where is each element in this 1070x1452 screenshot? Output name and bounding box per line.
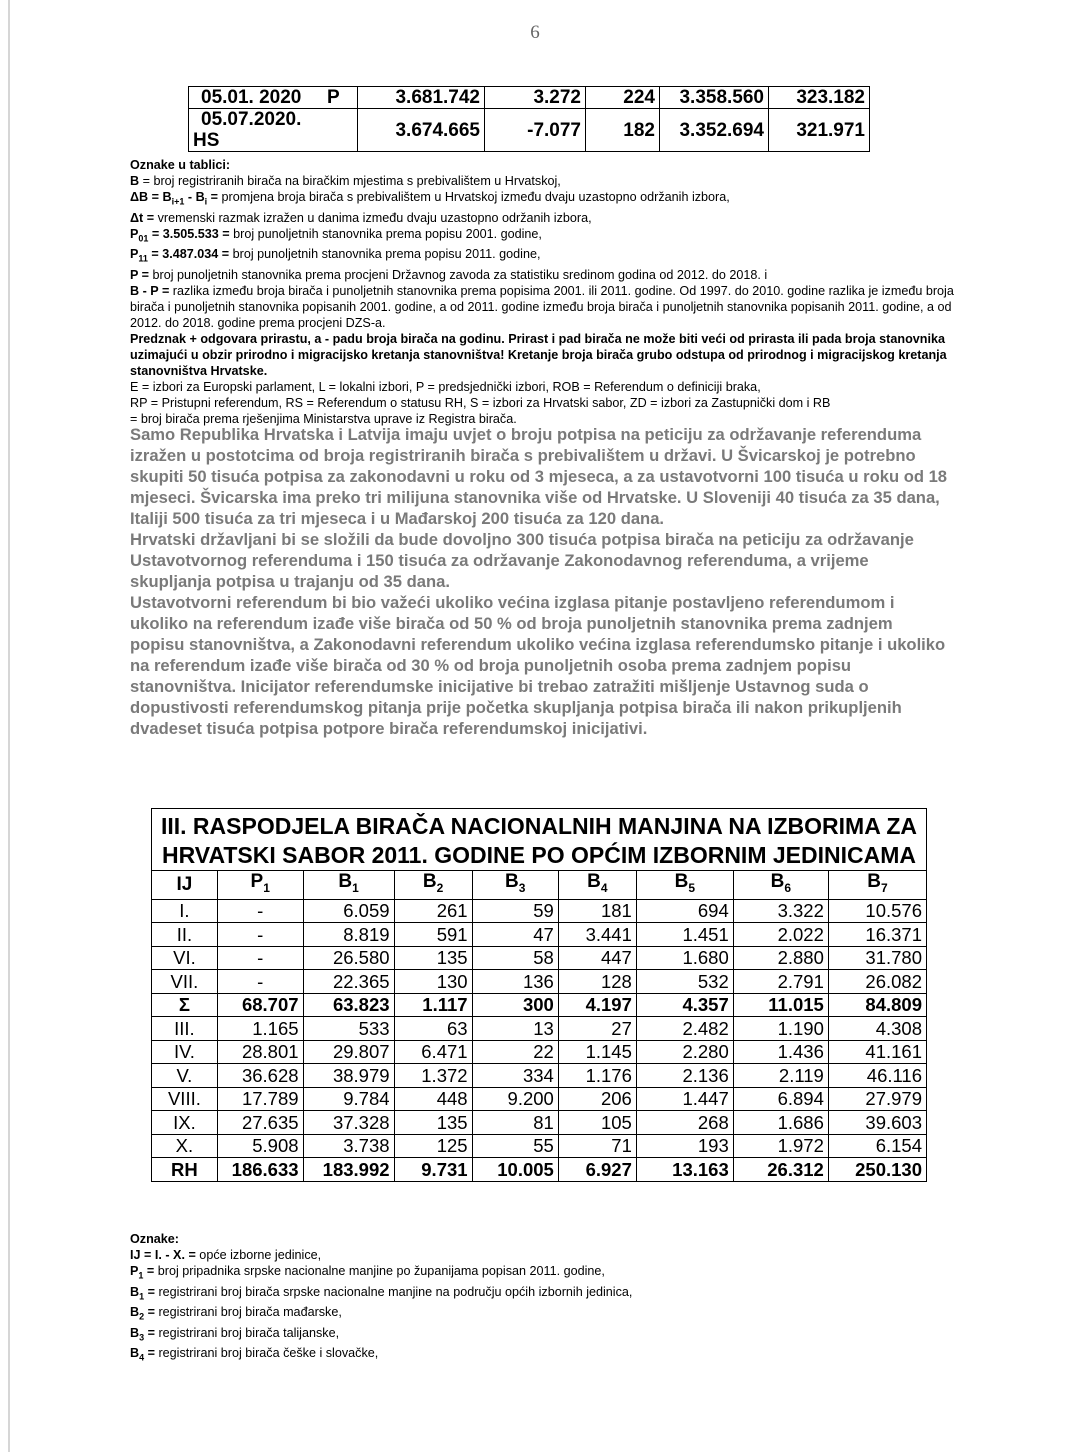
table-cell: 300	[472, 993, 558, 1017]
table-cell-date: 05.07.2020.HS	[189, 109, 358, 152]
table-cell: 3.441	[558, 923, 636, 947]
table-cell: 3.358.560	[660, 87, 769, 109]
table-cell: 186.633	[217, 1158, 303, 1182]
table-cell: 181	[558, 899, 636, 923]
table-title-row	[152, 809, 927, 871]
table-cell: 2.791	[733, 970, 828, 994]
column-header: $B_5$	[636, 871, 733, 900]
table-cell: 6.471	[394, 1040, 472, 1064]
legend-line: $P_{01} = 3.505.533$ = broj punoljetnih stanovnika prema popisu 2001. godine,	[130, 226, 542, 244]
table-cell: 448	[394, 1087, 472, 1111]
table-cell: 26.580	[303, 946, 394, 970]
table-cell: 27	[558, 1017, 636, 1041]
table-cell: 68.707	[217, 993, 303, 1017]
table-cell: 1.436	[733, 1040, 828, 1064]
referendum-commentary	[130, 424, 950, 739]
table-cell: 183.992	[303, 1158, 394, 1182]
row-label-cell: RH	[152, 1158, 218, 1182]
table-cell: 125	[394, 1134, 472, 1158]
table-cell: 4.308	[828, 1017, 926, 1041]
table-cell: 4.357	[636, 993, 733, 1017]
table-cell: 63.823	[303, 993, 394, 1017]
legend-abbrev: RP = Pristupni referendum, RS = Referendum o statusu RH, S = izbori za Hrvatski sabor, ZD = izbori za Zastupnički dom i RB	[130, 395, 831, 410]
table-cell: 11.015	[733, 993, 828, 1017]
table-cell: 128	[558, 970, 636, 994]
legend-line: P = broj punoljetnih stanovnika prema procjeni Državnog zavoda za statistiku sredinom godina od 2012. do 2018. i	[130, 267, 768, 282]
table-row	[152, 1111, 927, 1135]
table-cell: 533	[303, 1017, 394, 1041]
table-cell: 1.972	[733, 1134, 828, 1158]
table-cell-date: 05.01. 2020 P	[189, 87, 358, 109]
row-label-cell: IX.	[152, 1111, 218, 1135]
table-cell: 136	[472, 970, 558, 994]
table-cell: 17.789	[217, 1087, 303, 1111]
table-cell: -7.077	[485, 109, 586, 152]
table-cell: -	[217, 923, 303, 947]
column-header: $B_1$	[303, 871, 394, 900]
table-cell: 3.674.665	[358, 109, 485, 152]
table-cell: 10.576	[828, 899, 926, 923]
table-cell: 81	[472, 1111, 558, 1135]
table-row	[152, 923, 927, 947]
table-cell: 27.635	[217, 1111, 303, 1135]
table-cell: 268	[636, 1111, 733, 1135]
table-row	[152, 993, 927, 1017]
table-cell: 694	[636, 899, 733, 923]
table-cell: 13.163	[636, 1158, 733, 1182]
elections-table	[188, 86, 870, 152]
table-row	[152, 1040, 927, 1064]
table-row	[189, 87, 870, 109]
column-header: $B_4$	[558, 871, 636, 900]
legend-line: $P_1$ = broj pripadnika srpske nacionalne manjine po županijama popisan 2011. godine,	[130, 1264, 605, 1281]
table-cell: 1.680	[636, 946, 733, 970]
row-label-cell: V.	[152, 1064, 218, 1088]
table-legend	[130, 157, 960, 427]
table-cell: 71	[558, 1134, 636, 1158]
table-cell: 130	[394, 970, 472, 994]
row-label-cell: Σ	[152, 993, 218, 1017]
table-cell: 1.190	[733, 1017, 828, 1041]
legend-line: Δt = vremenski razmak izražen u danima između dvaju uzastopno održanih izbora,	[130, 210, 592, 225]
table-row	[152, 1017, 927, 1041]
row-label-cell: VI.	[152, 946, 218, 970]
table-cell: 55	[472, 1134, 558, 1158]
column-header: $B_6$	[733, 871, 828, 900]
table-cell: 323.182	[769, 87, 870, 109]
table-cell: -	[217, 970, 303, 994]
table-cell: 63	[394, 1017, 472, 1041]
row-label-cell: VII.	[152, 970, 218, 994]
table-cell: 9.731	[394, 1158, 472, 1182]
table-title: III. RASPODJELA BIRAČA NACIONALNIH MANJINA NA IZBORIMA ZA HRVATSKI SABOR 2011. GODINE PO OPĆIM IZBORNIM JEDINICAMA	[152, 809, 927, 871]
table-cell: 37.328	[303, 1111, 394, 1135]
table-cell: 105	[558, 1111, 636, 1135]
table-cell: 9.200	[472, 1087, 558, 1111]
table-cell: 6.894	[733, 1087, 828, 1111]
table-cell: 447	[558, 946, 636, 970]
row-label-cell: I.	[152, 899, 218, 923]
table-cell: -	[217, 946, 303, 970]
table-cell: 1.176	[558, 1064, 636, 1088]
legend-heading: Oznake u tablici:	[130, 158, 231, 172]
table-cell: 41.161	[828, 1040, 926, 1064]
table-cell: 59	[472, 899, 558, 923]
column-header: $B_7$	[828, 871, 926, 900]
table-cell: 532	[636, 970, 733, 994]
table-cell: 321.971	[769, 109, 870, 152]
row-label-cell: VIII.	[152, 1087, 218, 1111]
table-cell: 1.165	[217, 1017, 303, 1041]
legend-line: $P_{11} = 3.487.034$ = broj punoljetnih stanovnika prema popisu 2011. godine,	[130, 247, 541, 264]
paragraph: Hrvatski državljani bi se složili da bude dovoljno 300 tisuća potpisa birača na peticiju za održavanje Ustavotvornog referenduma i 150 tisuća za održavanje Zakonodavnog referenduma, a vrijeme skupljanja potpisa u trajanju od 35 dana.	[130, 530, 914, 591]
legend-abbrev: E = izbori za Europski parlament, L = lokalni izbori, P = predsjednički izbori, ROB = Referendum o definiciji braka,	[130, 379, 761, 394]
table-cell: 26.082	[828, 970, 926, 994]
table-row	[152, 899, 927, 923]
table-cell: 3.272	[485, 87, 586, 109]
row-label-cell: III.	[152, 1017, 218, 1041]
table-cell: 1.145	[558, 1040, 636, 1064]
table-cell: 224	[586, 87, 660, 109]
legend-heading: Oznake:	[130, 1232, 179, 1246]
table-cell: 1.451	[636, 923, 733, 947]
row-label-cell: X.	[152, 1134, 218, 1158]
table-cell: 206	[558, 1087, 636, 1111]
legend-line: $B_3$ = registrirani broj birača talijanske,	[130, 1325, 340, 1343]
table-cell: 47	[472, 923, 558, 947]
table-cell: 182	[586, 109, 660, 152]
table-cell: 8.819	[303, 923, 394, 947]
table-cell: 334	[472, 1064, 558, 1088]
table-cell: 16.371	[828, 923, 926, 947]
table-cell: 2.022	[733, 923, 828, 947]
paragraph: Ustavotvorni referendum bi bio važeći ukoliko većina izglasa pitanje postavljeno referendumom i ukoliko na referendum izađe više birača od 50 % od broja punoljetnih stanovnika prema zadnjem popisu stanovništva, a Zakonodavni referendum ukoliko većina izglasa referendumsko pitanje i ukoliko na referendum izađe više birača od 30 % od broja punoljetnih osoba prema zadnjem popisu stanovništva. Inicijator referendumske inicijative bi trebao zatražiti mišljenje Ustavnog suda o dopustivosti referendumskog pitanja prije početka skupljanja potpisa birača ili nakon prikupljenih dvadeset tisuća potpisa potpore birača referendumskoj inicijativi.	[130, 593, 946, 738]
paragraph: Samo Republika Hrvatska i Latvija imaju uvjet o broju potpisa na peticiju za održavanje referenduma izražen u postotcima od broja registriranih birača s prebivalištem u državi. U Švicarskoj je potrebno skupiti 50 tisuća potpisa za zakonodavni u roku od 3 mjeseca, a za ustavotvorni 100 tisuća u roku od 18 mjeseci. Švicarska ima preko tri milijuna stanovnika više od Hrvatske. U Sloveniji 40 tisuća za 35 dana, Italiji 500 tisuća za tri mjeseca i u Mađarskoj 200 tisuća za 120 dana.	[130, 425, 948, 528]
table-cell: 1.117	[394, 993, 472, 1017]
table-cell: 46.116	[828, 1064, 926, 1088]
column-header: $B_3$	[472, 871, 558, 900]
legend-line: IJ = I. - X. = opće izborne jedinice,	[130, 1248, 322, 1262]
table-cell: 2.482	[636, 1017, 733, 1041]
table-cell: 1.372	[394, 1064, 472, 1088]
page-number: 6	[530, 22, 540, 43]
table-cell: 27.979	[828, 1087, 926, 1111]
table-cell: 1.447	[636, 1087, 733, 1111]
table-cell: 2.280	[636, 1040, 733, 1064]
table-row	[152, 1134, 927, 1158]
table-cell: 261	[394, 899, 472, 923]
legend-line: $\Delta B = B_{i+1} - B_i$ = promjena broja birača s prebivalištem u Hrvatskoj između dvaju uzastopno održanih izbora,	[130, 190, 730, 207]
table-cell: 31.780	[828, 946, 926, 970]
table-cell: 58	[472, 946, 558, 970]
table-header-row	[152, 871, 927, 900]
table-cell: 36.628	[217, 1064, 303, 1088]
table-cell: -	[217, 899, 303, 923]
table-cell: 250.130	[828, 1158, 926, 1182]
table-cell: 2.136	[636, 1064, 733, 1088]
table-row	[152, 1158, 927, 1182]
legend-line: $B_4$ = registrirani broj birača češke i slovačke,	[130, 1346, 379, 1363]
table-row	[152, 1064, 927, 1088]
table-row	[189, 109, 870, 152]
legend-line: $B_1$ = registrirani broj birača srpske nacionalne manjine na području općih izbornih jedinica,	[130, 1284, 633, 1302]
table-cell: 3.738	[303, 1134, 394, 1158]
table-cell: 10.005	[472, 1158, 558, 1182]
table-cell: 3.681.742	[358, 87, 485, 109]
table-cell: 29.807	[303, 1040, 394, 1064]
row-label-cell: IV.	[152, 1040, 218, 1064]
table-cell: 591	[394, 923, 472, 947]
column-header: IJ	[152, 871, 218, 900]
table-cell: 6.154	[828, 1134, 926, 1158]
table-cell: 6.927	[558, 1158, 636, 1182]
legend-line: B - P = razlika između broja birača i punoljetnih stanovnika prema popisima 2001. ili 2011. godine. Od 1997. do 2010. godine razlika je između broja birača i punoljetnih stanovnika popisanih 2001. godine, a od 2011. godine između broja birača i punoljetnih stanovnika popisanih 2011. godine, a od 2012. do 2018. godine prema procjeni DZS-a.	[130, 283, 954, 330]
page-edge-rule	[8, 0, 10, 1452]
legend-line: B = broj registriranih birača na biračkim mjestima s prebivalištem u Hrvatskoj,	[130, 174, 561, 188]
table-cell: 84.809	[828, 993, 926, 1017]
column-header: $P_1$	[217, 871, 303, 900]
table-cell: 28.801	[217, 1040, 303, 1064]
table-cell: 26.312	[733, 1158, 828, 1182]
table-cell: 13	[472, 1017, 558, 1041]
table-cell: 135	[394, 1111, 472, 1135]
table-cell: 3.352.694	[660, 109, 769, 152]
legend-line: $B_2$ = registrirani broj birača mađarske,	[130, 1305, 342, 1322]
table-row	[152, 1087, 927, 1111]
table-cell: 38.979	[303, 1064, 394, 1088]
table-cell: 9.784	[303, 1087, 394, 1111]
minority-voters-table	[151, 808, 927, 1182]
table-row	[152, 946, 927, 970]
legend-bold-note: Predznak + odgovara prirastu, a - padu broja birača na godinu. Prirast i pad birača ne može biti veći od prirasta ili pada broja stanovnika uzimajući u obzir prirodno i migracijsko kretanja stanovništva! Kretanje broja birača grubo odstupa od prirodnog i migracijskog kretanja stanovništva Hrvatske.	[130, 331, 947, 378]
table-cell: 6.059	[303, 899, 394, 923]
table-cell: 39.603	[828, 1111, 926, 1135]
table-cell: 2.119	[733, 1064, 828, 1088]
column-header: $B_2$	[394, 871, 472, 900]
table-cell: 1.686	[733, 1111, 828, 1135]
legend-abbrev: = broj birača prema rješenjima Ministarstva uprave iz Registra birača.	[130, 411, 517, 426]
table-cell: 2.880	[733, 946, 828, 970]
table-cell: 22	[472, 1040, 558, 1064]
table-cell: 22.365	[303, 970, 394, 994]
minority-legend	[130, 1231, 950, 1366]
table-row	[152, 970, 927, 994]
table-cell: 193	[636, 1134, 733, 1158]
row-label-cell: II.	[152, 923, 218, 947]
table-cell: 135	[394, 946, 472, 970]
table-cell: 4.197	[558, 993, 636, 1017]
table-cell: 3.322	[733, 899, 828, 923]
table-cell: 5.908	[217, 1134, 303, 1158]
